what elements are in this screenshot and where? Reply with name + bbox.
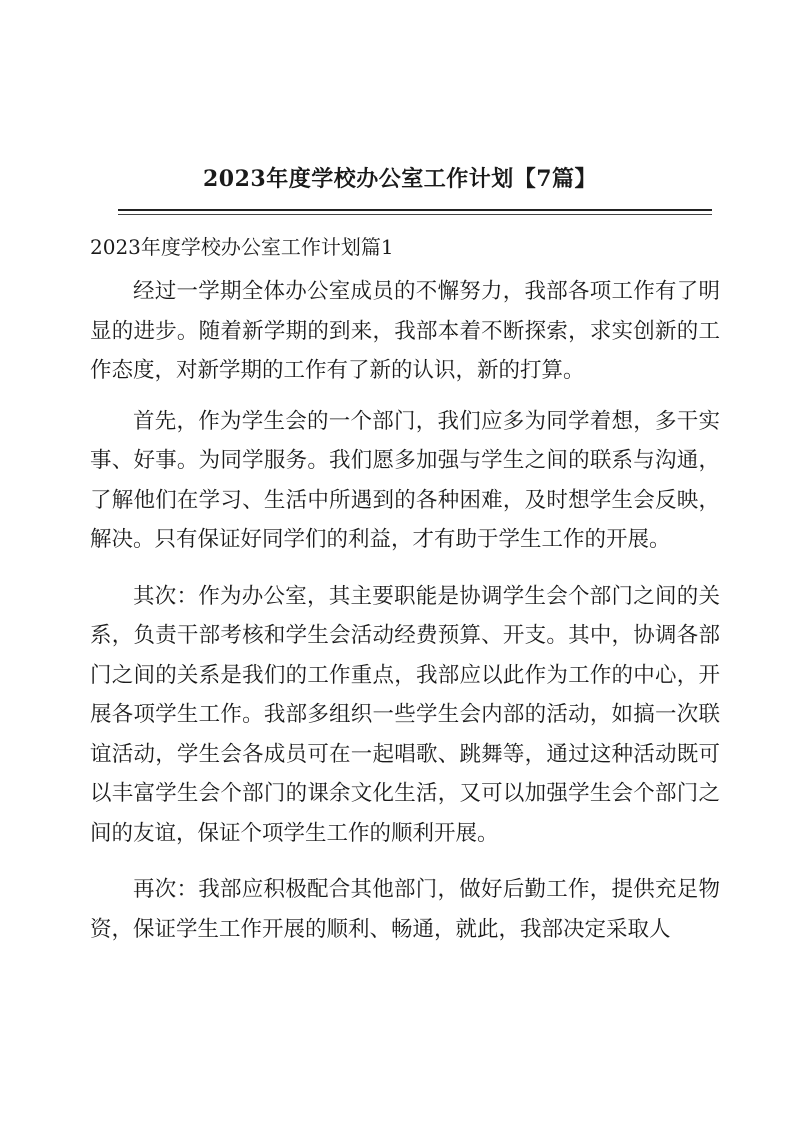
paragraph-2: 首先，作为学生会的一个部门，我们应多为同学着想，多干实事、好事。为同学服务。我们愿多加强与学生之间的联系与沟通，了解他们在学习、生活中所遇到的各种困难，及时想学生会反映，解决。只有保证好同学们的利益，才有助于学生工作的开展。 xyxy=(90,408,720,552)
document-body xyxy=(90,228,720,949)
paragraph-3: 其次：作为办公室，其主要职能是协调学生会个部门之间的关系，负责干部考核和学生会活动经费预算、开支。其中，协调各部门之间的关系是我们的工作重点，我部应以此作为工作的中心，开展各项学生工作。我部多组织一些学生会内部的活动，如搞一次联谊活动，学生会各成员可在一起唱歌、跳舞等，通过这种活动既可以丰富学生会个部门的课余文化生活，又可以加强学生会个部门之间的友谊，保证个项学生工作的顺利开展。 xyxy=(90,583,720,846)
document-title: 2023年度学校办公室工作计划【7篇】 xyxy=(202,166,598,192)
paragraph-4: 再次：我部应积极配合其他部门，做好后勤工作，提供充足物资，保证学生工作开展的顺利、畅通，就此，我部决定采取人 xyxy=(90,877,720,942)
paragraph-1: 经过一学期全体办公室成员的不懈努力，我部各项工作有了明显的进步。随着新学期的到来，我部本着不断探索，求实创新的工作态度，对新学期的工作有了新的认识，新的打算。 xyxy=(90,279,720,383)
title-divider-thick xyxy=(118,209,712,211)
title-divider-thin xyxy=(118,214,712,215)
section-heading: 2023年度学校办公室工作计划篇1 xyxy=(90,235,394,259)
